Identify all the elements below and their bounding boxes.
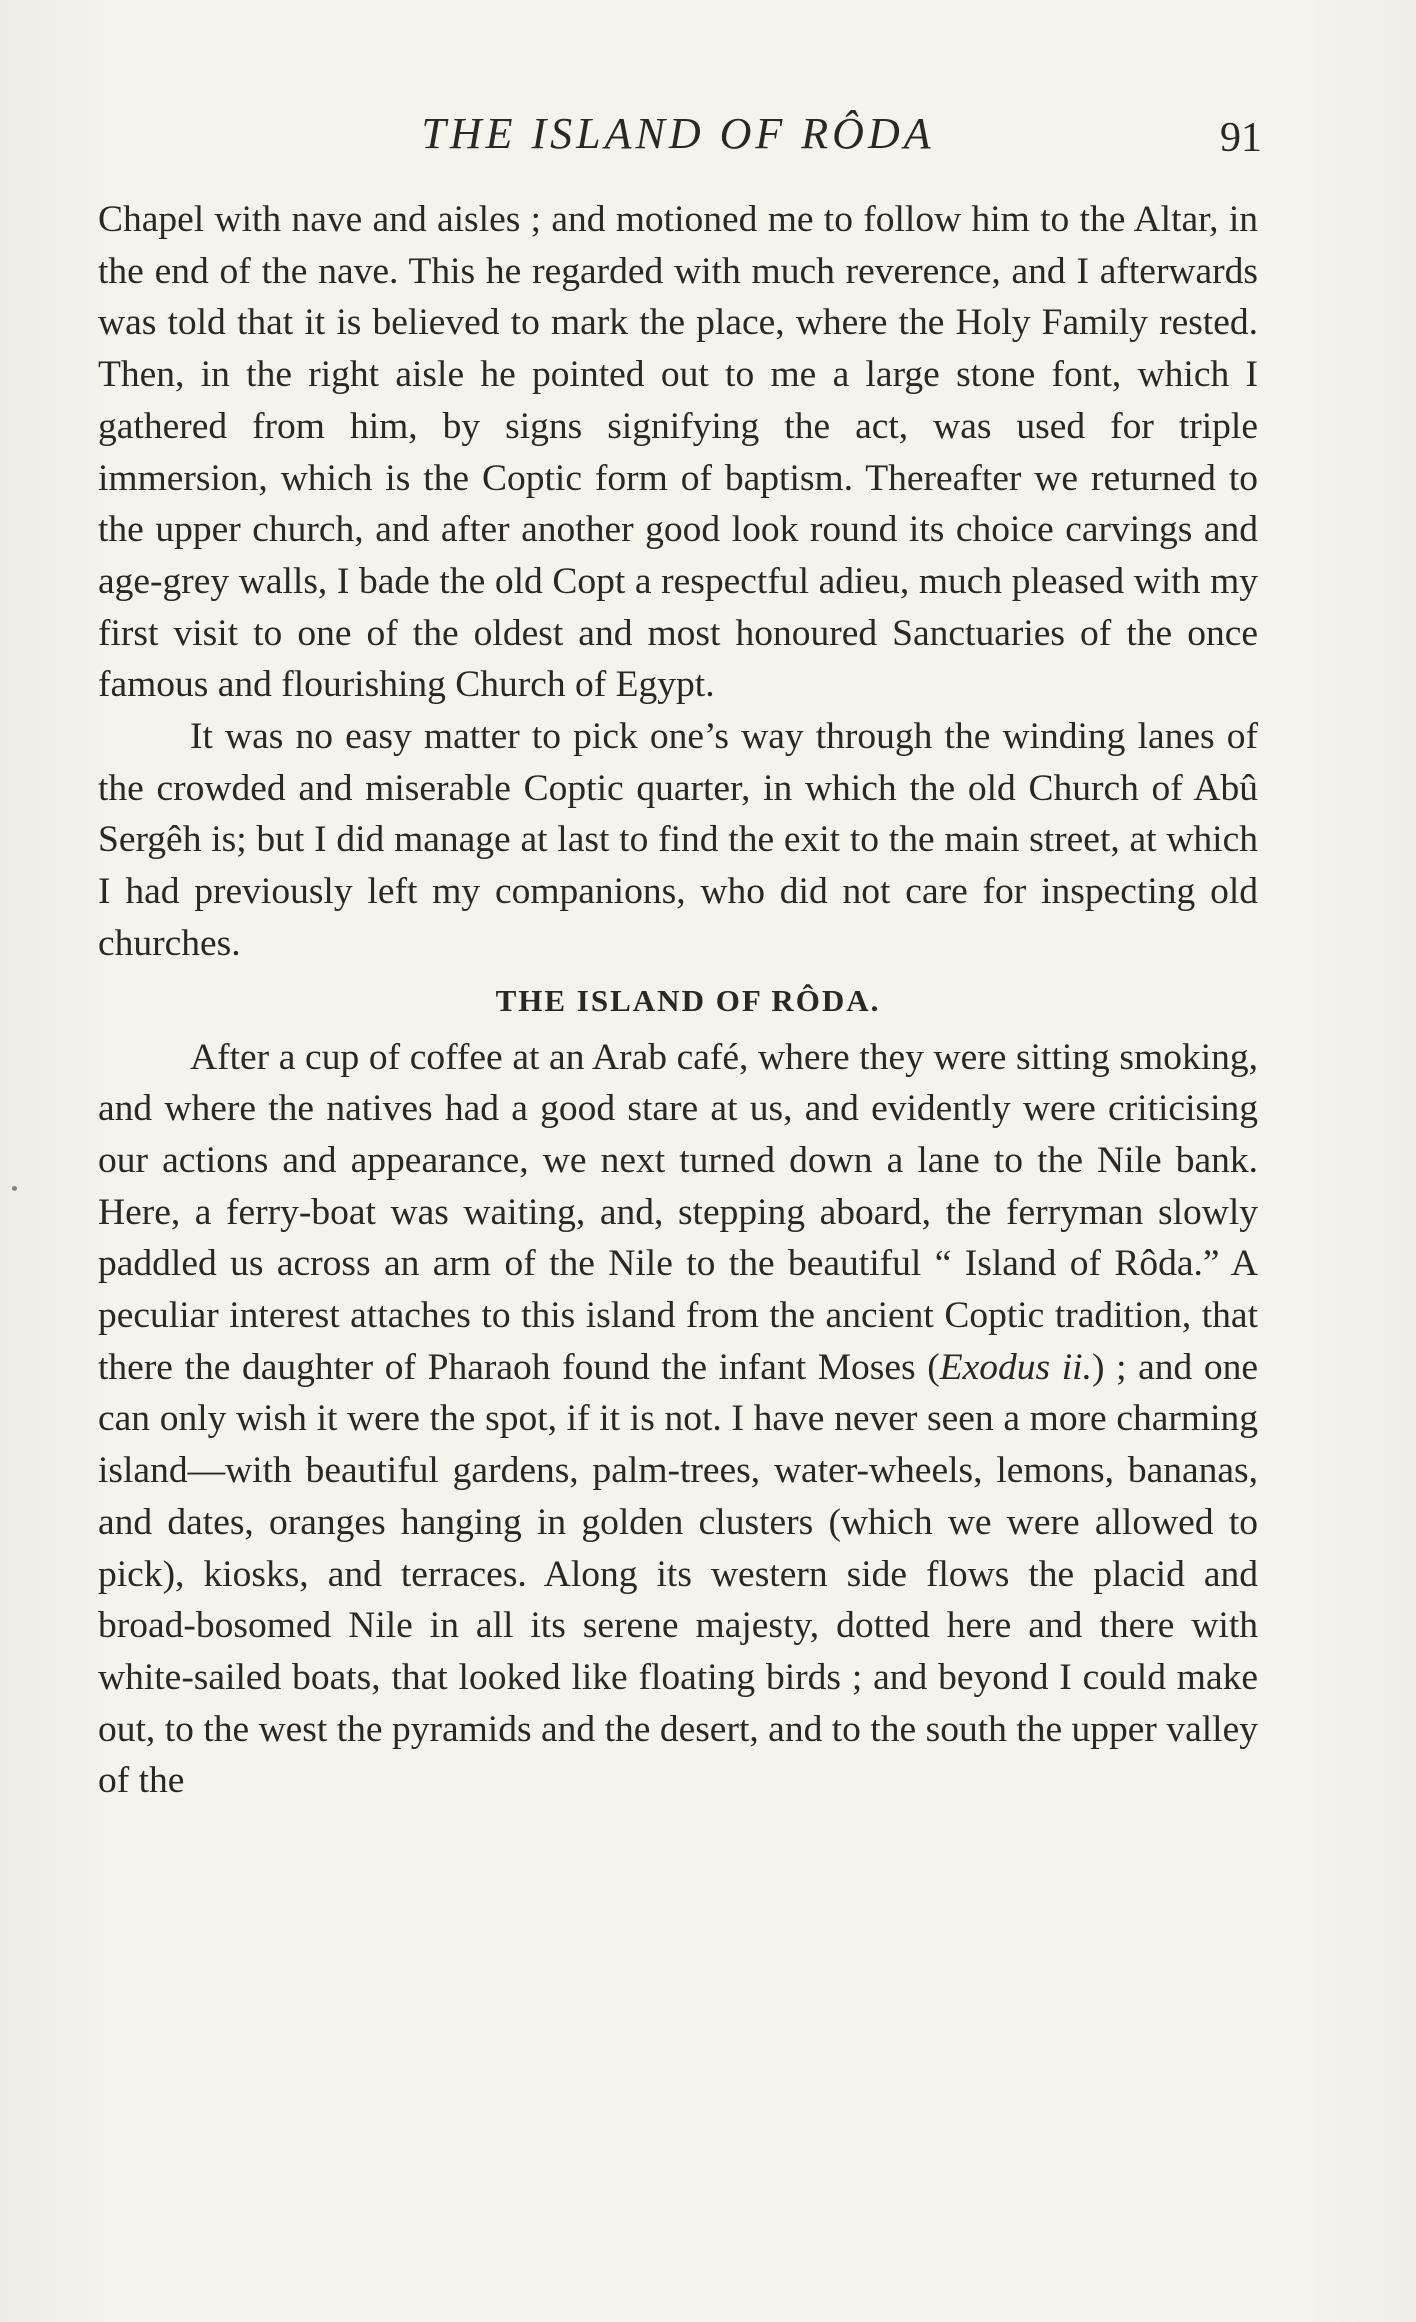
paragraph-coptic-quarter: It was no easy matter to pick one’s way through the winding lanes of the crowded and miserable Coptic quarter, in which the old Church of Abû Sergêh is; but I did manage at last to find the exit to the main street, at which I had previously left my companions, who did not care for inspecting old churches. [98,716,1258,964]
paragraph-text: After a cup of coffee at an Arab café, where they were sitting smoking, and where the natives had a good stare at us, and evidently were criticising our actions and appearance, we next turned down a lane to the Nile bank. Here, a ferry-boat was waiting, and, stepping aboard, the ferryman slowly paddled us across an arm of the Nile to the beautiful “ Island of Rôda.” A peculiar interest attaches to this island from the ancient Coptic tradition, that there the daughter of Pharaoh found the infant Moses ( [98,1036,1258,1388]
paragraph-island-of-roda [98,1032,1258,1808]
running-title: THE ISLAND OF RÔDA [421,109,935,158]
section-heading: THE ISLAND OF RÔDA. [495,982,881,1018]
scripture-citation: Exodus ii. [939,1346,1092,1388]
body-text [98,194,1258,1807]
paragraph-chapel: Chapel with nave and aisles ; and motioned me to follow him to the Altar, in the end of the nave. This he regarded with much reverence, and I afterwards was told that it is believed to mark the place, where the Holy Family rested. Then, in the right aisle he pointed out to me a large stone font, which I gathered from him, by signs signifying the act, was used for triple immersion, which is the Coptic form of baptism. Thereafter we returned to the upper church, and after another good look round its choice carvings and age-grey walls, I bade the old Copt a respectful adieu, much pleased with my first visit to one of the oldest and most honoured Sanctuaries of the once famous and flourishing Church of Egypt. [98,199,1258,706]
paragraph-text: ) ; and one can only wish it were the spot, if it is not. I have never seen a more charming island—with beautiful gardens, palm-trees, water-wheels, lemons, bananas, and dates, oranges hanging in golden clusters (which we were allowed to pick), kiosks, and terraces. Along its western side flows the placid and broad-bosomed Nile in all its serene majesty, dotted here and there with white-sailed boats, that looked like floating birds ; and beyond I could make out, to the west the pyramids and the desert, and to the south the upper valley of the [98,1346,1258,1802]
margin-dot [12,1186,17,1191]
running-head [98,104,1262,164]
page-number: 91 [1220,115,1262,161]
